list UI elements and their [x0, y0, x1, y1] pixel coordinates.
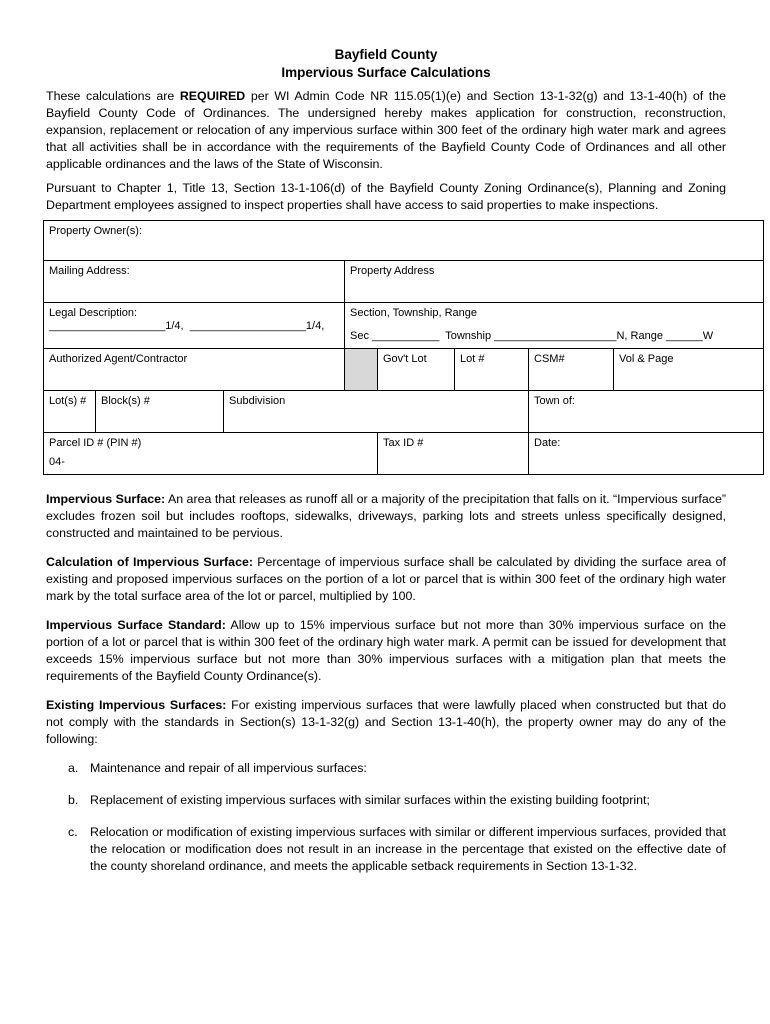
lots-label: Lot(s) # [49, 395, 87, 407]
lots-field[interactable] [44, 391, 96, 433]
date-label: Date: [534, 437, 561, 449]
shaded-cell [345, 349, 378, 391]
list-item-text: Replacement of existing impervious surfaces with similar surfaces within the existing building footprint; [90, 793, 650, 807]
legal-quarters-blanks: ___________________1/4, ___________________1/4, [49, 320, 325, 332]
list-item-text: Maintenance and repair of all impervious surfaces: [90, 761, 367, 775]
page-title [46, 46, 726, 82]
impervious-surface-definition [46, 491, 726, 542]
property-owner-label: Property Owner(s): [49, 225, 142, 237]
tax-id-label: Tax ID # [383, 437, 424, 449]
town-of-field[interactable] [529, 391, 764, 433]
property-address-label: Property Address [350, 265, 435, 277]
subdivision-field[interactable] [224, 391, 529, 433]
town-of-label: Town of: [534, 395, 575, 407]
csm-number-label: CSM# [534, 353, 565, 365]
blocks-label: Block(s) # [101, 395, 150, 407]
govt-lot-field[interactable] [378, 349, 455, 391]
vol-page-label: Vol & Page [619, 353, 674, 365]
existing-surfaces-text: For existing impervious surfaces that were lawfully placed when constructed but that do not comply with the standards in Section(s) 13-1-32(g) and Section 13-1-40(h), the property owner may do any of the following: [46, 698, 726, 746]
intro-required: REQUIRED [179, 89, 246, 103]
intro-text-rest: per WI Admin Code NR 115.05(1)(e) and Section 13-1-32(g) and 13-1-40(h) of the Bayfield County Code of Ordinances. The undersigned hereby makes application for construction, reconstruction, expansion, replacement or relocation of any impervious surface within 300 feet of the ordinary high water mark and agrees that all activities shall be in accordance with the requirements of the Bayfield County Code of Ordinances and all other applicable ordinances and the laws of the State of Wisconsin. [46, 89, 727, 171]
list-item [68, 824, 726, 875]
title-form-name: Impervious Surface Calculations [281, 65, 491, 80]
csm-number-field[interactable] [529, 349, 614, 391]
existing-surfaces-heading: Existing Impervious Surfaces: [46, 698, 227, 712]
options-list [46, 760, 726, 875]
property-owner-field[interactable] [44, 221, 764, 261]
standard-heading: Impervious Surface Standard: [46, 618, 226, 632]
standard-definition [46, 617, 726, 685]
list-marker: a. [68, 761, 79, 775]
section-township-range-label: Section, Township, Range [350, 307, 477, 319]
impervious-surface-heading: Impervious Surface: [46, 492, 166, 506]
list-item [68, 760, 726, 777]
title-county: Bayfield County [334, 47, 438, 62]
list-marker: b. [68, 793, 79, 807]
authorized-agent-field[interactable] [44, 349, 345, 391]
intro-text-start: These calculations are [46, 89, 180, 103]
tax-id-field[interactable] [378, 433, 529, 475]
access-paragraph: Pursuant to Chapter 1, Title 13, Section 13-1-106(d) of the Bayfield County Zoning Ordinance(s), Planning and Zoning Department employees assigned to inspect properties shall have access to said properties to make inspections. [46, 181, 726, 212]
subdivision-label: Subdivision [229, 395, 286, 407]
impervious-surface-text: An area that releases as runoff all or a majority of the precipitation that falls on it. “Impervious surface” excludes frozen soil but includes rooftops, sidewalks, driveways, parking lots and streets unless specifically designed, constructed and maintained to be pervious. [46, 492, 726, 540]
legal-description-field[interactable] [44, 303, 345, 349]
blocks-field[interactable] [96, 391, 224, 433]
mailing-address-label: Mailing Address: [49, 265, 130, 277]
mailing-address-field[interactable] [44, 261, 345, 303]
date-field[interactable] [529, 433, 764, 475]
list-item [68, 792, 726, 809]
parcel-id-field[interactable] [44, 433, 378, 475]
application-form-table [43, 220, 764, 475]
document-page [46, 46, 726, 890]
govt-lot-label: Gov't Lot [383, 353, 427, 365]
calculation-heading: Calculation of Impervious Surface: [46, 555, 253, 569]
parcel-id-prefix: 04- [49, 456, 65, 468]
calculation-definition [46, 554, 726, 605]
lot-number-field[interactable] [455, 349, 529, 391]
sec-twp-rng-blanks: Sec ___________ Township ____________________N, Range ______W [350, 330, 714, 342]
vol-page-field[interactable] [614, 349, 764, 391]
calculation-text: Percentage of impervious surface shall be calculated by dividing the surface area of existing and proposed impervious surfaces on the portion of a lot or parcel that is within 300 feet of the ordinary high water mark by the total surface area of the lot or parcel, multiplied by 100. [46, 555, 726, 603]
property-address-field[interactable] [345, 261, 764, 303]
list-item-text: Relocation or modification of existing impervious surfaces with similar or different impervious surfaces, provided that the relocation or modification does not result in an increase in the percentage that existed on the effective date of the county shoreland ordinance, and meets the applicable setback requirements in Section 13-1-32. [90, 825, 726, 873]
list-marker: c. [68, 825, 78, 839]
parcel-id-label: Parcel ID # (PIN #) [49, 437, 142, 449]
authorized-agent-label: Authorized Agent/Contractor [49, 353, 188, 365]
intro-paragraph [46, 88, 726, 173]
standard-text: Allow up to 15% impervious surface but not more than 30% impervious surface on the portion of a lot or parcel that is within 300 feet of the ordinary high water mark. A permit can be issued for development that exceeds 15% impervious surface but not more than 30% impervious surfaces with a mitigation plan that meets the requirements of the Bayfield County Ordinance(s). [46, 618, 726, 683]
legal-description-label: Legal Description: [49, 307, 138, 319]
existing-surfaces-definition [46, 697, 726, 748]
lot-number-label: Lot # [460, 353, 485, 365]
section-township-range-field[interactable] [345, 303, 764, 349]
